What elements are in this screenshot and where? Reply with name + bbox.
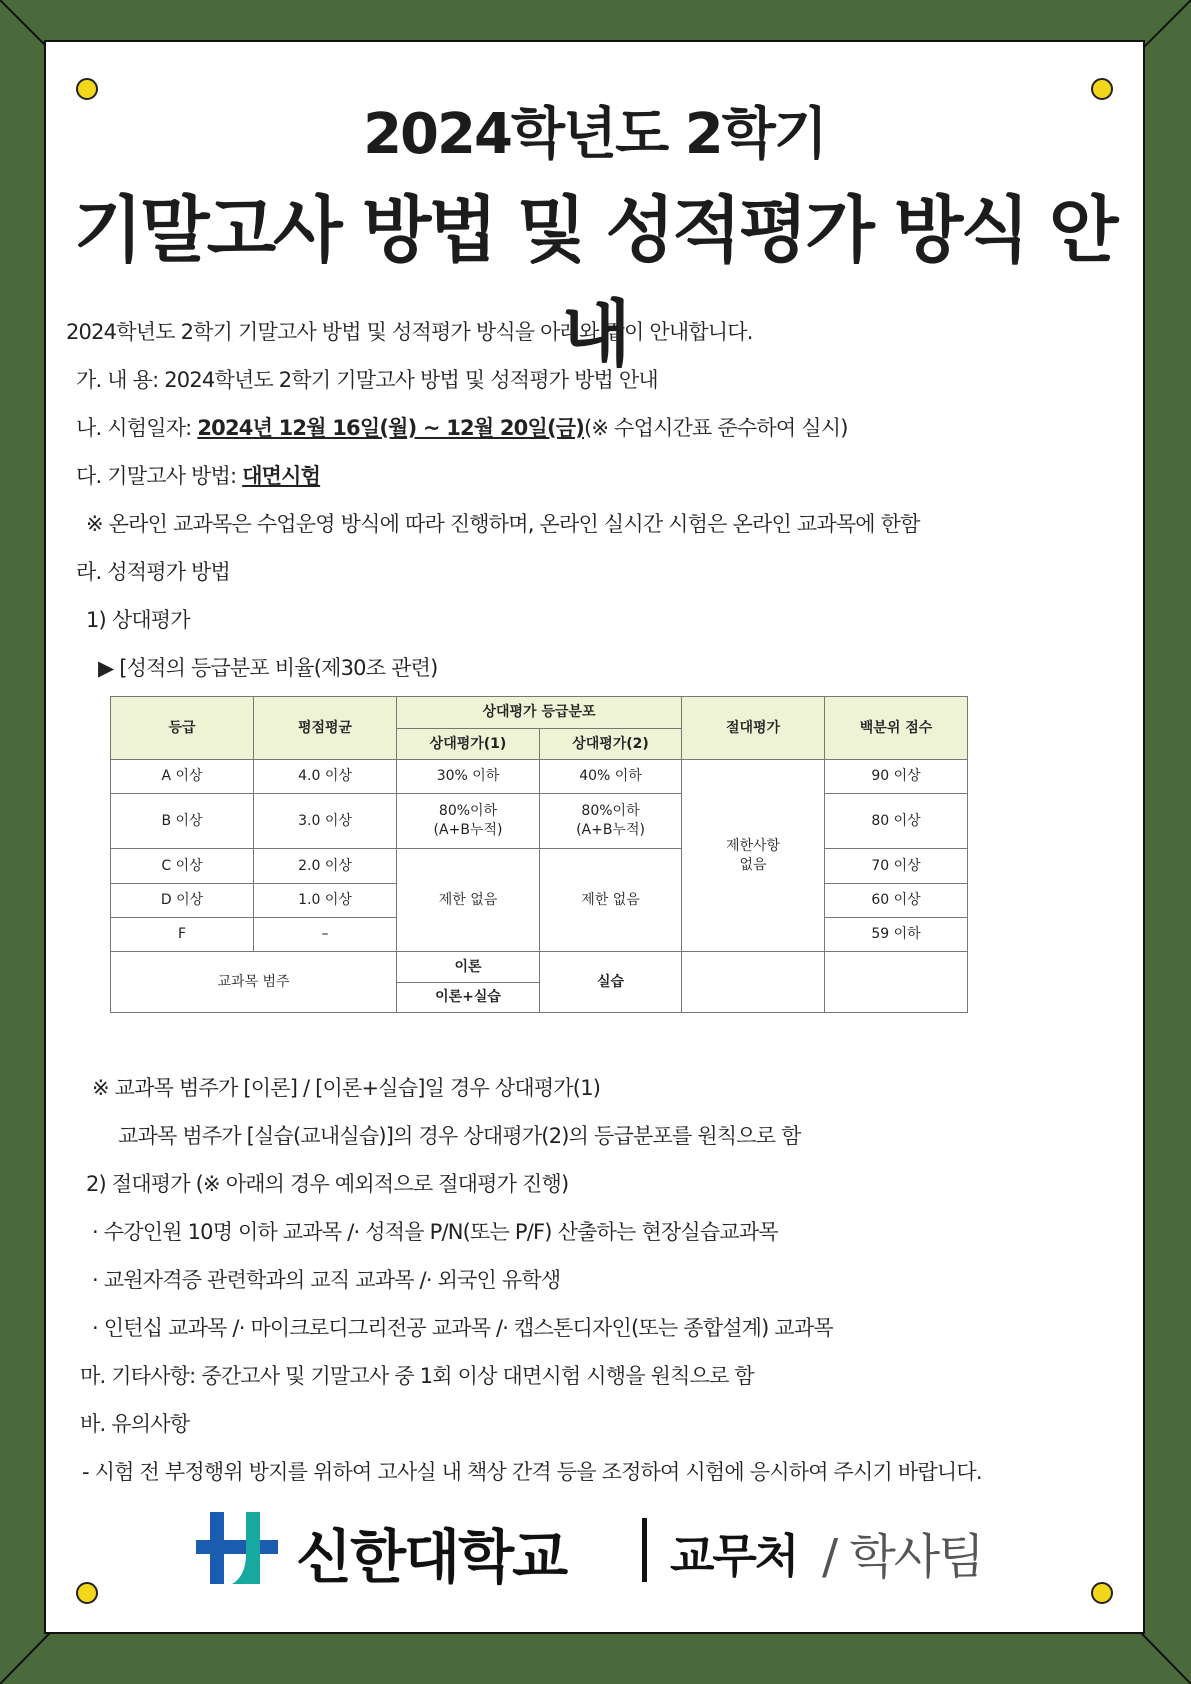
category-practice-cell: 실습 (540, 952, 682, 1013)
item-ba-1: - 시험 전 부정행위 방지를 위하여 고사실 내 책상 간격 등을 조정하여 시험에 응시하여 주시기 바랍니다. (82, 1460, 982, 1484)
grommet-bottom-right (1091, 1582, 1113, 1604)
item-ma: 마. 기타사항: 중간고사 및 기말고사 중 1회 이상 대면시험 시행을 원칙으로 함 (80, 1364, 754, 1388)
rel1-cell: 제한 없음 (397, 849, 540, 952)
score-cell: 90 이상 (825, 760, 968, 794)
gpa-cell: 3.0 이상 (254, 794, 397, 849)
university-logo-icon (196, 1510, 278, 1586)
footer-brand (196, 1508, 1016, 1591)
item-da (76, 460, 320, 490)
rel1-cell: 80%이하 (A+B누적) (397, 794, 540, 849)
grade-cell: F (111, 918, 254, 952)
table-title: ▶ [성적의 등급분포 비율(제30조 관련) (98, 656, 438, 680)
title-line-2: 기말고사 방법 및 성적평가 방식 안내 (73, 188, 1116, 376)
rel2-cell: 40% 이하 (540, 760, 682, 794)
grade-cell: C 이상 (111, 849, 254, 884)
absolute-case-1: · 수강인원 10명 이하 교과목 /· 성적을 P/N(또는 P/F) 산출하는 현장실습교과목 (92, 1220, 778, 1244)
header-relative: 상대평가 등급분포 (397, 697, 682, 729)
item-na-note: (※ 수업시간표 준수하여 실시) (584, 416, 848, 440)
exam-date: 2024년 12월 16일(월) ~ 12월 20일(금) (197, 416, 585, 440)
team-slash: / (822, 1529, 837, 1585)
category-absolute-empty (682, 952, 825, 1013)
item-da-note: ※ 온라인 교과목은 수업운영 방식에 따라 진행하며, 온라인 실시간 시험은 온라인 교과목에 한함 (86, 512, 920, 536)
header-grade: 등급 (111, 697, 254, 760)
team-name (822, 1518, 983, 1587)
header-rel2: 상대평가(2) (540, 729, 682, 760)
university-name: 신한대학교 (296, 1523, 567, 1591)
table-row (111, 952, 968, 983)
gpa-cell: 1.0 이상 (254, 884, 397, 918)
header-absolute: 절대평가 (682, 697, 825, 760)
category-theory-practice-cell: 이론+실습 (397, 983, 540, 1013)
exam-method: 대면시험 (242, 464, 321, 488)
header-rel1: 상대평가(1) (397, 729, 540, 760)
score-cell: 80 이상 (825, 794, 968, 849)
absolute-case-2: · 교원자격증 관련학과의 교직 교과목 /· 외국인 유학생 (92, 1268, 561, 1292)
score-cell: 60 이상 (825, 884, 968, 918)
item-ga: 가. 내 용: 2024학년도 2학기 기말고사 방법 및 성적평가 방법 안내 (76, 368, 658, 392)
item-na-label: 나. 시험일자: (76, 416, 198, 440)
team-label: 학사팀 (849, 1529, 983, 1585)
category-label-cell: 교과목 범주 (111, 952, 397, 1013)
gpa-cell: 2.0 이상 (254, 849, 397, 884)
absolute-cell: 제한사항 없음 (682, 760, 825, 952)
gpa-cell: 4.0 이상 (254, 760, 397, 794)
item-ba: 바. 유의사항 (80, 1412, 190, 1436)
item-ra-2: 2) 절대평가 (※ 아래의 경우 예외적으로 절대평가 진행) (86, 1172, 569, 1196)
table-note-2: 교과목 범주가 [실습(교내실습)]의 경우 상대평가(2)의 등급분포를 원칙으로 함 (118, 1124, 801, 1148)
rel1-cell: 30% 이하 (397, 760, 540, 794)
header-gpa: 평점평균 (254, 697, 397, 760)
grade-cell: B 이상 (111, 794, 254, 849)
rel2-cell: 80%이하 (A+B누적) (540, 794, 682, 849)
table-row (111, 849, 968, 884)
table-note-1: ※ 교과목 범주가 [이론] / [이론+실습]일 경우 상대평가(1) (92, 1076, 601, 1100)
grade-cell: D 이상 (111, 884, 254, 918)
grade-distribution-table (110, 696, 968, 1013)
header-percentile: 백분위 점수 (825, 697, 968, 760)
department-name: 교무처 (670, 1529, 798, 1583)
table-row (111, 760, 968, 794)
item-da-label: 다. 기말고사 방법: (76, 464, 243, 488)
score-cell: 70 이상 (825, 849, 968, 884)
brand-divider (642, 1518, 647, 1582)
gpa-cell: – (254, 918, 397, 952)
item-ra-1: 1) 상대평가 (86, 608, 190, 632)
grommet-bottom-left (76, 1582, 98, 1604)
category-percentile-empty (825, 952, 968, 1013)
intro-text: 2024학년도 2학기 기말고사 방법 및 성적평가 방식을 아래와 같이 안내합니다. (66, 320, 753, 344)
score-cell: 59 이하 (825, 918, 968, 952)
rel2-cell: 제한 없음 (540, 849, 682, 952)
item-ra: 라. 성적평가 방법 (76, 560, 231, 584)
category-theory-cell: 이론 (397, 952, 540, 983)
absolute-case-3: · 인턴십 교과목 /· 마이크로디그리전공 교과목 /· 캡스톤디자인(또는 종합설계) 교과목 (92, 1316, 833, 1340)
title-line-1: 2024학년도 2학기 (363, 102, 826, 167)
grade-cell: A 이상 (111, 760, 254, 794)
table-row (111, 794, 968, 849)
item-na (76, 412, 848, 442)
notice-poster (44, 40, 1145, 1634)
